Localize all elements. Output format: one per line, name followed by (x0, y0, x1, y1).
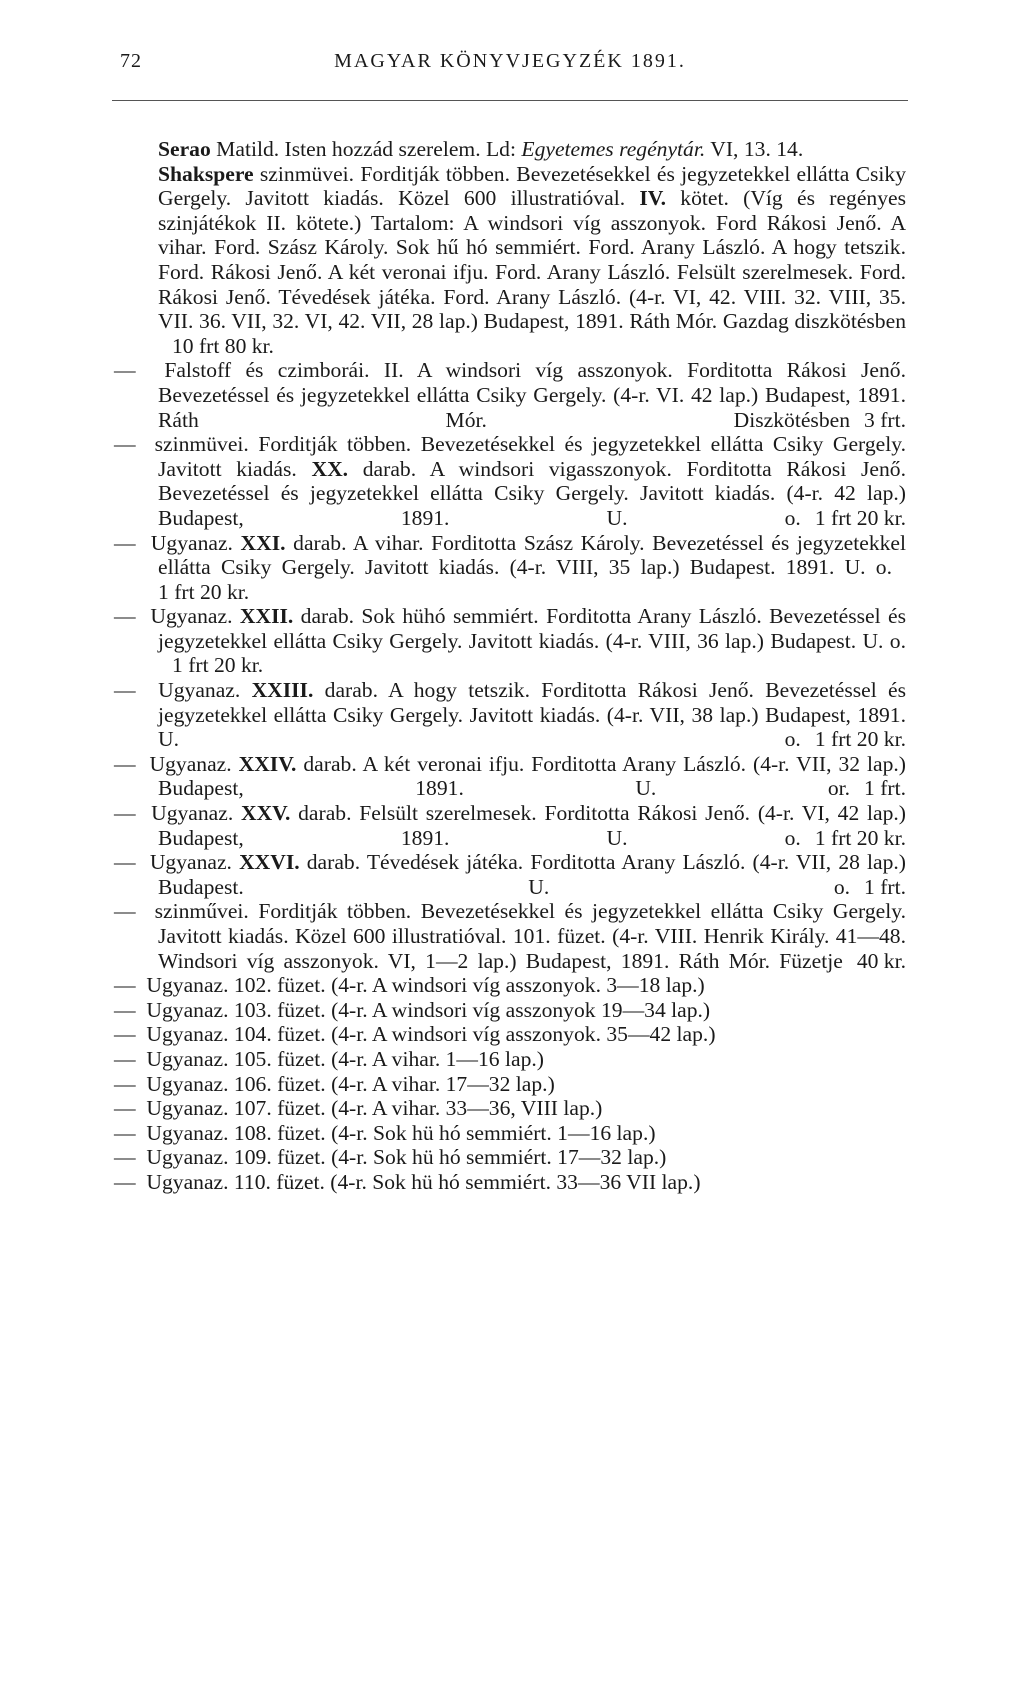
entry-bold-mid: XXII. (239, 604, 294, 629)
entry-text: Ugyanaz. 103. füzet. (4-r. A windsori víg asszonyok 19—34 lap.) (146, 997, 711, 1022)
entry-text: Ugyanaz. 102. füzet. (4-r. A windsori víg asszonyok. 3—18 lap.) (146, 973, 705, 998)
entry-text: Matild. Isten hozzád szerelem. Ld: (210, 137, 522, 161)
entry-text: Ugyanaz. 106. füzet. (4-r. A vihar. 17—32 lap.) (146, 1071, 555, 1096)
entry-text: Ugyanaz. (150, 604, 240, 629)
entry-price: 1 frt 20 kr. (814, 727, 906, 752)
entry-bold-mid: XXV. (240, 801, 291, 826)
entry-lead-bold: Serao (158, 137, 211, 161)
catalog-entry (151, 801, 906, 850)
entry-text2: darab. A vihar. Forditotta Szász Károly. Bevezetéssel és jegyzetekkel ellátta Csiky Gergely. Javitott kiadás. (4-r. VIII, 35 lap.) Budapest. 1891. U. o. (158, 530, 906, 580)
entry-text: szinmüvei. Forditják többen. Bevezetésekkel és jegyzetekkel ellátta Csiky Gergely. Javitott kiadás. Közel 600 illustratióval. (158, 161, 906, 211)
catalog-entry (158, 137, 906, 162)
entry-text: Ugyanaz. 110. füzet. (4-r. Sok hü hó semmiért. 33—36 VII lap.) (146, 1169, 701, 1194)
entry-text2: darab. A windsori vigasszonyok. Forditotta Rákosi Jenő. Bevezetéssel és jegyzetekkel ellátta Csiky Gergely. Javitott kiadás. (4-r. 42 lap.) Budapest, 1891. U. o. (158, 456, 906, 530)
catalog-entry (150, 530, 906, 605)
entry-text: Ugyanaz. 104. füzet. (4-r. A windsori víg asszonyok. 35—42 lap.) (146, 1022, 716, 1047)
entry-bold-mid: XXVI. (239, 850, 300, 875)
catalog-entry (150, 604, 906, 678)
entry-text: Ugyanaz. 108. füzet. (4-r. Sok hü hó semmiért. 1—16 lap.) (146, 1120, 656, 1145)
catalog-entry (146, 1096, 906, 1121)
catalog-entry (154, 432, 906, 530)
entry-list (146, 137, 907, 1195)
entry-text: Ugyanaz. (149, 751, 239, 776)
entry-text: Ugyanaz. (158, 678, 252, 703)
catalog-entry (146, 1071, 906, 1097)
catalog-entry (146, 1145, 906, 1170)
catalog-entry (158, 678, 906, 752)
entry-price: 1 frt. (864, 776, 906, 801)
entry-price: 40 kr. (856, 948, 906, 973)
entry-text2: VI, 13. 14. (705, 137, 804, 161)
catalog-entry (146, 973, 906, 998)
entry-bold-mid: XX. (311, 456, 349, 481)
catalog-entry (146, 1022, 906, 1047)
page-number: 72 (120, 50, 142, 72)
entry-lead-bold: Shakspere (158, 161, 254, 186)
entry-price: 1 frt 20 kr. (172, 653, 264, 678)
entry-bold-mid: XXIV. (238, 751, 297, 776)
entry-text: Ugyanaz. (149, 850, 240, 875)
entry-text: Ugyanaz. (151, 801, 241, 826)
entry-price: 1 frt 20 kr. (158, 579, 250, 604)
entry-bold-mid: IV. (639, 186, 667, 211)
entry-text: Ugyanaz. (150, 530, 241, 555)
entry-price: 1 frt 20 kr. (814, 825, 906, 850)
catalog-entry (146, 1169, 906, 1195)
entry-text: Falstoff és czimborái. II. A windsori víg asszonyok. Forditotta Rákosi Jenő. Bevezetéssel és jegyzetekkel ellátta Csiky Gergely. (4-r. VI. 42 lap.) Budapest, 1891. Ráth Mór. Diszkötésben (158, 358, 907, 432)
entry-text2: darab. A hogy tetszik. Forditotta Rákosi Jenő. Bevezetéssel és jegyzetekkel ellátta Csiky Gergely. Javitott kiadás. (4-r. VII, 38 lap.) Budapest, 1891. U. o. (158, 678, 906, 752)
catalog-entry (146, 997, 906, 1023)
catalog-entry (149, 850, 906, 899)
entry-price: 10 frt 80 kr. (172, 333, 274, 358)
header-rule (112, 100, 908, 101)
catalog-entry (154, 899, 906, 973)
entry-text2: darab. Sok hühó semmiért. Forditotta Arany László. Bevezetéssel és jegyzetekkel ellátta Csiky Gergely. Javitott kiadás. (4-r. VIII, 36 lap.) Budapest. U. o. (158, 604, 906, 653)
entry-text: Ugyanaz. 109. füzet. (4-r. Sok hü hó semmiért. 17—32 lap.) (146, 1145, 667, 1170)
entry-text2: kötet. (Víg és regényes szinjátékok II. kötete.) Tartalom: A windsori víg asszonyok. Ford Rákosi Jenő. A vihar. Ford. Szász Károly. Sok hű hó semmiért. Ford. Arany László. A hogy tetszik. Ford. Rákosi Jenő. A két veronai ifju. Ford. Arany László. Felsült szerelmesek. Ford. Rákosi Jenő. Tévedések játéka. Ford. Arany László. (4-r. VI, 42. VIII. 32. VIII, 35. VII. 36. VII, 32. VI, 42. VII, 28 lap.) Budapest, 1891. Ráth Mór. Gazdag diszkötésben (158, 186, 906, 334)
entry-price: 3 frt. (864, 407, 906, 432)
entry-text: szinmüvei. Forditják többen. Bevezetésekkel és jegyzetekkel ellátta Csiky Gergely. Javitott kiadás. (154, 432, 906, 481)
entry-text2: darab. Felsült szerelmesek. Forditotta Rákosi Jenő. (4-r. VI, 42 lap.) Budapest, 1891. U. o. (158, 801, 906, 850)
entry-italic: Egyetemes regénytár. (521, 137, 706, 161)
catalog-entry (158, 162, 906, 359)
entry-text: Ugyanaz. 105. füzet. (4-r. A vihar. 1—16 lap.) (146, 1046, 544, 1071)
entry-price: 1 frt 20 kr. (814, 505, 906, 530)
entry-price: 1 frt. (864, 874, 906, 899)
catalog-entry (146, 1046, 906, 1072)
entry-text: Ugyanaz. 107. füzet. (4-r. A vihar. 33—36, VIII lap.) (146, 1096, 603, 1121)
entry-text2: darab. A két veronai ifju. Forditotta Arany László. (4-r. VII, 32 lap.) Budapest, 1891. U. or. (158, 751, 906, 801)
catalog-entry (158, 358, 906, 432)
running-title: MAGYAR KÖNYVJEGYZÉK 1891. (334, 50, 686, 72)
entry-text: szinművei. Forditják többen. Bevezetésekkel és jegyzetekkel ellátta Csiky Gergely. Javitott kiadás. Közel 600 illustratióval. 101. füzet. (4-r. VIII. Henrik Király. 41—48. Windsori víg asszonyok. VI, 1—2 lap.) Budapest, 1891. Ráth Mór. Füzetje (154, 899, 906, 973)
page-header (110, 50, 910, 80)
entry-bold-mid: XXI. (240, 530, 286, 555)
entry-text2: darab. Tévedések játéka. Forditotta Arany László. (4-r. VII, 28 lap.) Budapest. U. o. (158, 850, 906, 899)
catalog-entry (146, 1120, 906, 1146)
catalog-entry (149, 751, 906, 801)
entry-bold-mid: XXIII. (251, 678, 314, 703)
